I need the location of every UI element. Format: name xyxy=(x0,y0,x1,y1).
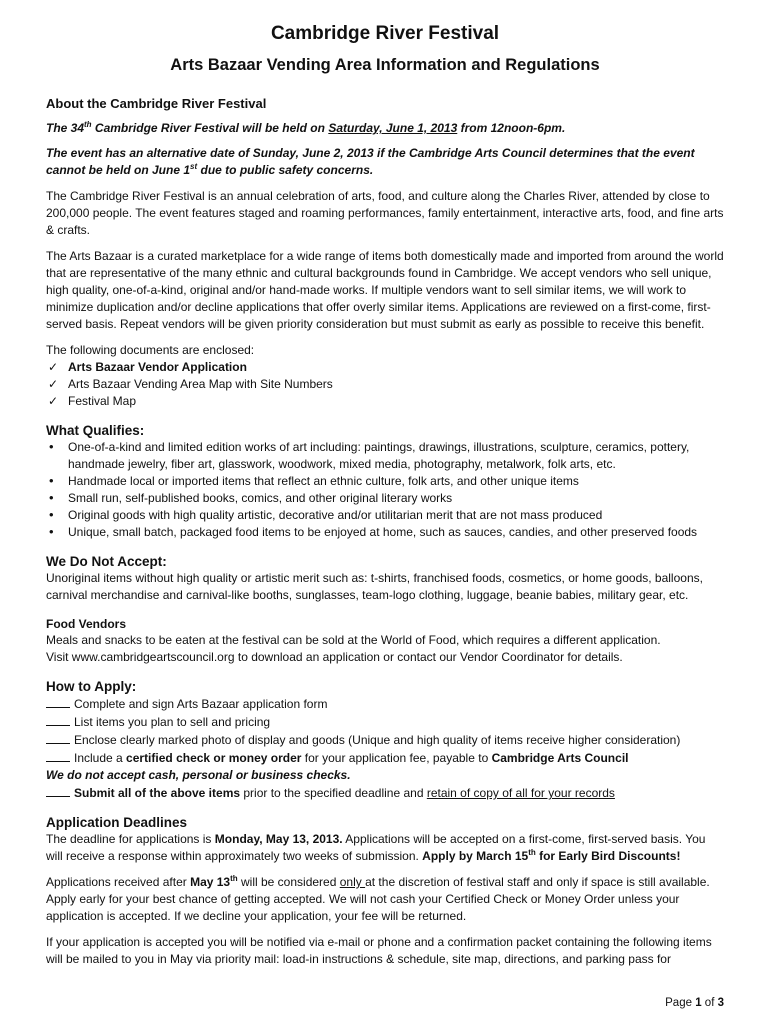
deadlines-heading: Application Deadlines xyxy=(46,815,188,830)
how-to-apply-heading: How to Apply: xyxy=(46,679,137,694)
alternate-date-line: The event has an alternative date of Sunday, June 2, 2013 if the Cambridge Arts Council determines that the event cannot be held on June 1st due to public safety concerns. xyxy=(46,146,695,177)
food-line-1: Meals and snacks to be eaten at the festival can be sold at the World of Food, which requires a different application. xyxy=(46,633,661,647)
apply-steps xyxy=(46,695,724,802)
document-title: Cambridge River Festival xyxy=(270,23,500,44)
check-icon: ✓ xyxy=(48,394,59,408)
food-vendors-heading: Food Vendors xyxy=(46,617,127,631)
list-item: • Small run, self-published books, comics, and other original literary works xyxy=(49,490,453,505)
not-accept-text: Unoriginal items without high quality or artistic merit such as: t-shirts, franchised foods, cosmetics, or home goods, balloons, carnival merchandise and carnival-like booths, sunglasses, team-logo clothing, luggage, beanie babies, military gear, etc. xyxy=(46,571,703,602)
qualifies-heading: What Qualifies: xyxy=(46,423,145,438)
food-line-2: Visit www.cambridgeartscouncil.org to download an application or contact our Vendor Coordinator for details. xyxy=(46,650,623,664)
festival-date-line: The 34th Cambridge River Festival will be held on Saturday, June 1, 2013 from 12noon-6pm. xyxy=(46,120,566,135)
document-subtitle: Arts Bazaar Vending Area Information and Regulations xyxy=(170,56,600,74)
about-paragraph-2: The Arts Bazaar is a curated marketplace for a wide range of items both domestically made and imported from around the world that are representative of the many ethnic and cultural backgrounds found in Cambridge. We accept vendors who sell unique, high quality, one-of-a-kind, original and/or hand-made works. If multiple vendors want to sell similar items, we will work to minimize duplication and/or decline applications that offer overly similar items. Applications are reviewed on a first-come, first-served basis. Repeat vendors will be given priority consideration but must submit as early as possible to receive this benefit. xyxy=(46,249,724,331)
bullet-icon: • xyxy=(49,439,54,454)
list-item: • Handmade local or imported items that reflect an ethnic culture, folk arts, and other unique items xyxy=(49,473,579,488)
qualifies-list xyxy=(46,439,724,541)
list-item: Include a certified check or money order for your application fee, payable to Cambridge Arts Council xyxy=(46,749,724,767)
checklist-blank xyxy=(46,784,70,797)
list-item: ✓ Arts Bazaar Vendor Application xyxy=(48,360,247,374)
checklist-blank xyxy=(46,695,70,708)
list-item: ✓ Festival Map xyxy=(48,394,137,408)
list-item: Complete and sign Arts Bazaar application form xyxy=(46,695,724,713)
not-accept-heading: We Do Not Accept: xyxy=(46,554,167,569)
bullet-icon: • xyxy=(49,490,54,505)
list-item: • One-of-a-kind and limited edition works of art including: paintings, drawings, illustrations, sculpture, ceramics, pottery, handmade jewelry, fiber art, glasswork, woodwork, mixed media, photography, metalwork, folk arts, etc. xyxy=(49,439,690,471)
check-icon: ✓ xyxy=(48,377,59,391)
list-item: Submit all of the above items prior to the specified deadline and retain of copy of all for your records xyxy=(46,784,724,802)
about-paragraph-1: The Cambridge River Festival is an annual celebration of arts, food, and culture along the Charles River, attended by close to 200,000 people. The event features staged and roaming performances, family entertainment, interactive arts, food, and fine arts & crafts. xyxy=(46,189,724,237)
checklist-blank xyxy=(46,749,70,762)
list-item: List items you plan to sell and pricing xyxy=(46,713,724,731)
deadlines-paragraph-2: Applications received after May 13th will be considered only at the discretion of festival staff and only if space is still available. Apply early for your best chance of getting accepted. We will not cash your Certified Check or Money Order unless your application is accepted. If we decline your application, your fee will be returned. xyxy=(46,874,710,923)
check-icon: ✓ xyxy=(48,360,59,374)
bullet-icon: • xyxy=(49,524,54,539)
bullet-icon: • xyxy=(49,473,54,488)
list-item: • Original goods with high quality artistic, decorative and/or utilitarian merit that are not mass produced xyxy=(49,507,603,522)
list-item: • Unique, small batch, packaged food items to be enjoyed at home, such as sauces, candies, and other preserved foods xyxy=(49,524,698,539)
checklist-blank xyxy=(46,713,70,726)
enclosed-intro: The following documents are enclosed: xyxy=(46,343,255,357)
about-heading: About the Cambridge River Festival xyxy=(46,96,267,111)
enclosed-list xyxy=(46,359,724,410)
list-item: ✓ Arts Bazaar Vending Area Map with Site Numbers xyxy=(48,377,333,391)
payment-note: We do not accept cash, personal or business checks. xyxy=(46,768,351,782)
deadlines-paragraph-1: The deadline for applications is Monday, May 13, 2013. Applications will be accepted on a first-come, first-served basis. You will receive a response within approximately two weeks of submission. Apply by March 15th for Early Bird Discounts! xyxy=(46,832,706,863)
bullet-icon: • xyxy=(49,507,54,522)
list-item: Enclose clearly marked photo of display and goods (Unique and high quality of items receive higher consideration) xyxy=(46,731,724,749)
checklist-blank xyxy=(46,731,70,744)
page-number: Page 1 of 3 xyxy=(665,997,724,1009)
deadlines-paragraph-3: If your application is accepted you will be notified via e-mail or phone and a confirmation packet containing the following items will be mailed to you in May via priority mail: load-in instructions & schedule, site map, directions, and parking pass for xyxy=(46,935,712,966)
